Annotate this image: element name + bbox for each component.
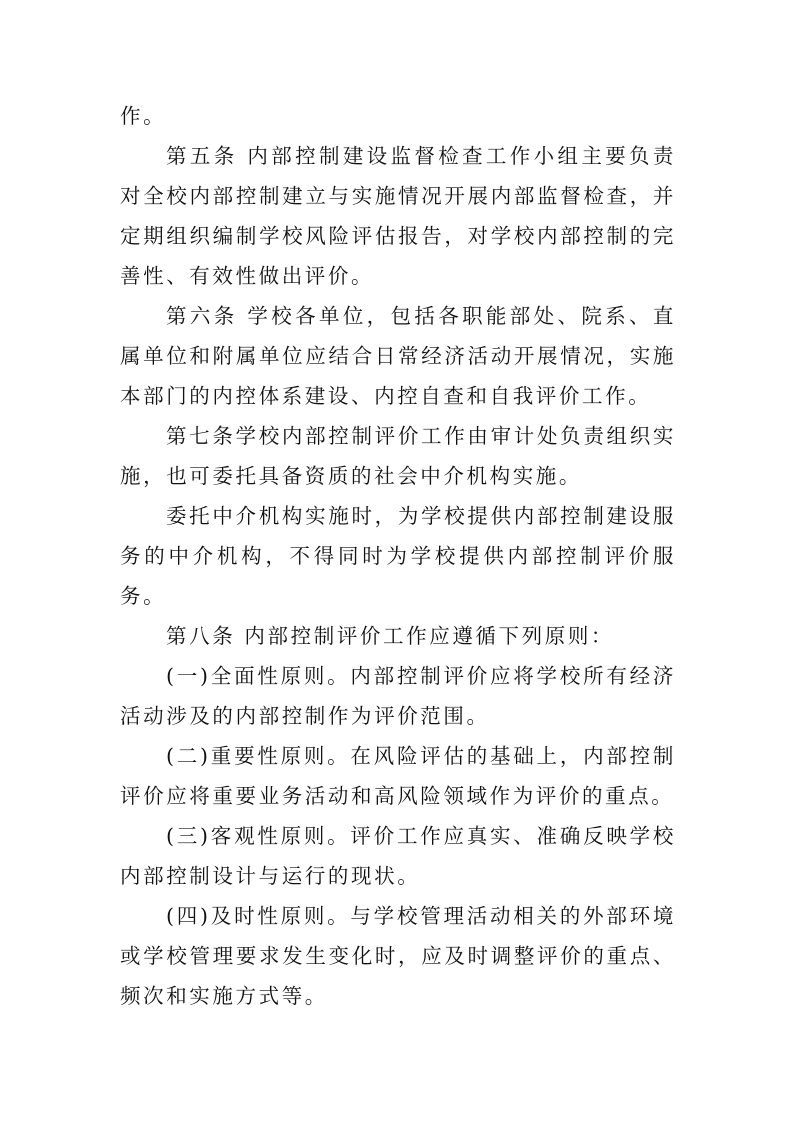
paragraph-article-5: 第五条 内部控制建设监督检查工作小组主要负责对全校内部控制建立与实施情况开展内部监督检查，并定期组织编制学校风险评估报告，对学校内部控制的完善性、有效性做出评价。 — [120, 144, 676, 288]
paragraph-article-6: 第六条 学校各单位，包括各职能部处、院系、直属单位和附属单位应结合日常经济活动开展情况，实施本部门的内控体系建设、内控自查和自我评价工作。 — [120, 304, 676, 408]
paragraph-article-7-note: 委托中介机构实施时，为学校提供内部控制建设服务的中介机构，不得同时为学校提供内部控制评价服务。 — [120, 504, 676, 608]
paragraph-principle-2: (二)重要性原则。在风险评估的基础上，内部控制评价应将重要业务活动和高风险领域作为评价的重点。 — [120, 744, 676, 808]
paragraph-principle-4: (四)及时性原则。与学校管理活动相关的外部环境或学校管理要求发生变化时，应及时调整评价的重点、频次和实施方式等。 — [120, 904, 676, 1008]
paragraph-article-7: 第七条学校内部控制评价工作由审计处负责组织实施，也可委托具备资质的社会中介机构实施。 — [120, 424, 676, 488]
paragraph-article-8: 第八条 内部控制评价工作应遵循下列原则： — [166, 624, 615, 648]
paragraph-continuation: 作。 — [120, 104, 167, 128]
paragraph-principle-3: (三)客观性原则。评价工作应真实、准确反映学校内部控制设计与运行的现状。 — [120, 824, 676, 888]
document-body — [120, 96, 676, 1016]
paragraph-principle-1: (一)全面性原则。内部控制评价应将学校所有经济活动涉及的内部控制作为评价范围。 — [120, 664, 676, 728]
